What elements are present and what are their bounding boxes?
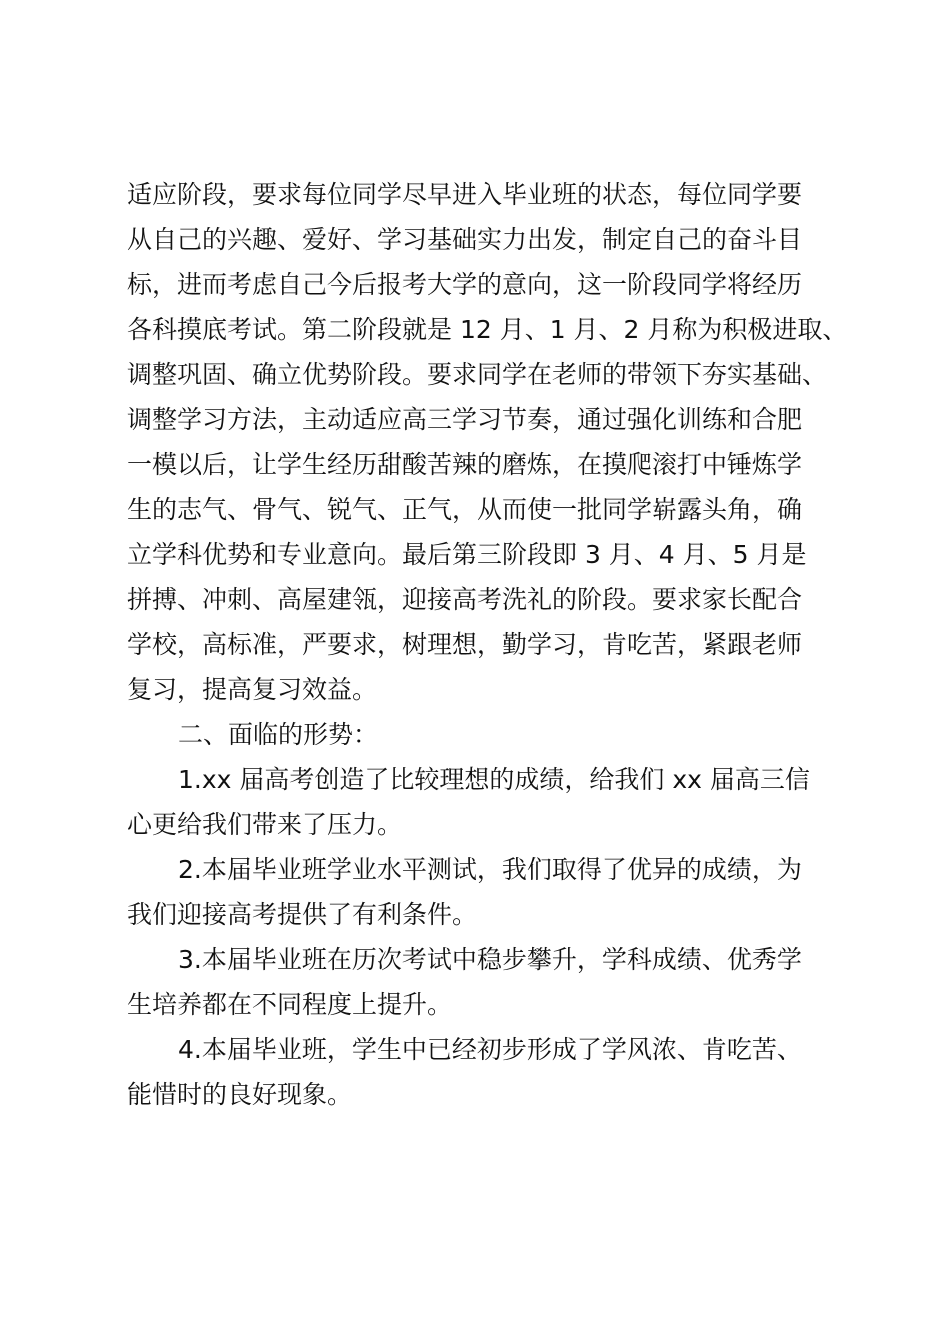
paragraph-line: 标，进而考虑自己今后报考大学的意向，这一阶段同学将经历 (127, 270, 803, 299)
list-item-line: 1.xx 届高考创造了比较理想的成绩，给我们 xx 届高三信 (178, 765, 810, 794)
list-item-line: 3.本届毕业班在历次考试中稳步攀升，学科成绩、优秀学 (178, 945, 802, 974)
paragraph-line: 拼搏、冲刺、高屋建瓴，迎接高考洗礼的阶段。要求家长配合 (127, 585, 803, 614)
paragraph-line: 从自己的兴趣、爱好、学习基础实力出发，制定自己的奋斗目 (127, 225, 803, 254)
paragraph-line: 适应阶段，要求每位同学尽早进入毕业班的状态，每位同学要 (127, 180, 803, 209)
section-heading: 二、面临的形势： (178, 720, 379, 749)
paragraph-line: 调整巩固、确立优势阶段。要求同学在老师的带领下夯实基础、 (127, 360, 828, 389)
paragraph-line: 调整学习方法，主动适应高三学习节奏，通过强化训练和合肥 (127, 405, 803, 434)
list-item-line: 能惜时的良好现象。 (127, 1080, 353, 1109)
list-item-line: 4.本届毕业班，学生中已经初步形成了学风浓、肯吃苦、 (178, 1035, 802, 1064)
list-item-line: 生培养都在不同程度上提升。 (127, 990, 453, 1019)
paragraph-line: 复习，提高复习效益。 (127, 675, 378, 704)
document-body (127, 172, 848, 1117)
paragraph-line: 立学科优势和专业意向。最后第三阶段即 3 月、4 月、5 月是 (127, 540, 807, 569)
paragraph-line: 生的志气、骨气、锐气、正气，从而使一批同学崭露头角，确 (127, 495, 803, 524)
list-item-line: 2.本届毕业班学业水平测试，我们取得了优异的成绩，为 (178, 855, 802, 884)
paragraph-line: 学校，高标准，严要求，树理想，勤学习，肯吃苦，紧跟老师 (127, 630, 803, 659)
list-item-line: 心更给我们带来了压力。 (127, 810, 403, 839)
paragraph-line: 各科摸底考试。第二阶段就是 12 月、1 月、2 月称为积极进取、 (127, 315, 848, 344)
paragraph-line: 一模以后，让学生经历甜酸苦辣的磨炼，在摸爬滚打中锤炼学 (127, 450, 803, 479)
list-item-line: 我们迎接高考提供了有利条件。 (127, 900, 478, 929)
